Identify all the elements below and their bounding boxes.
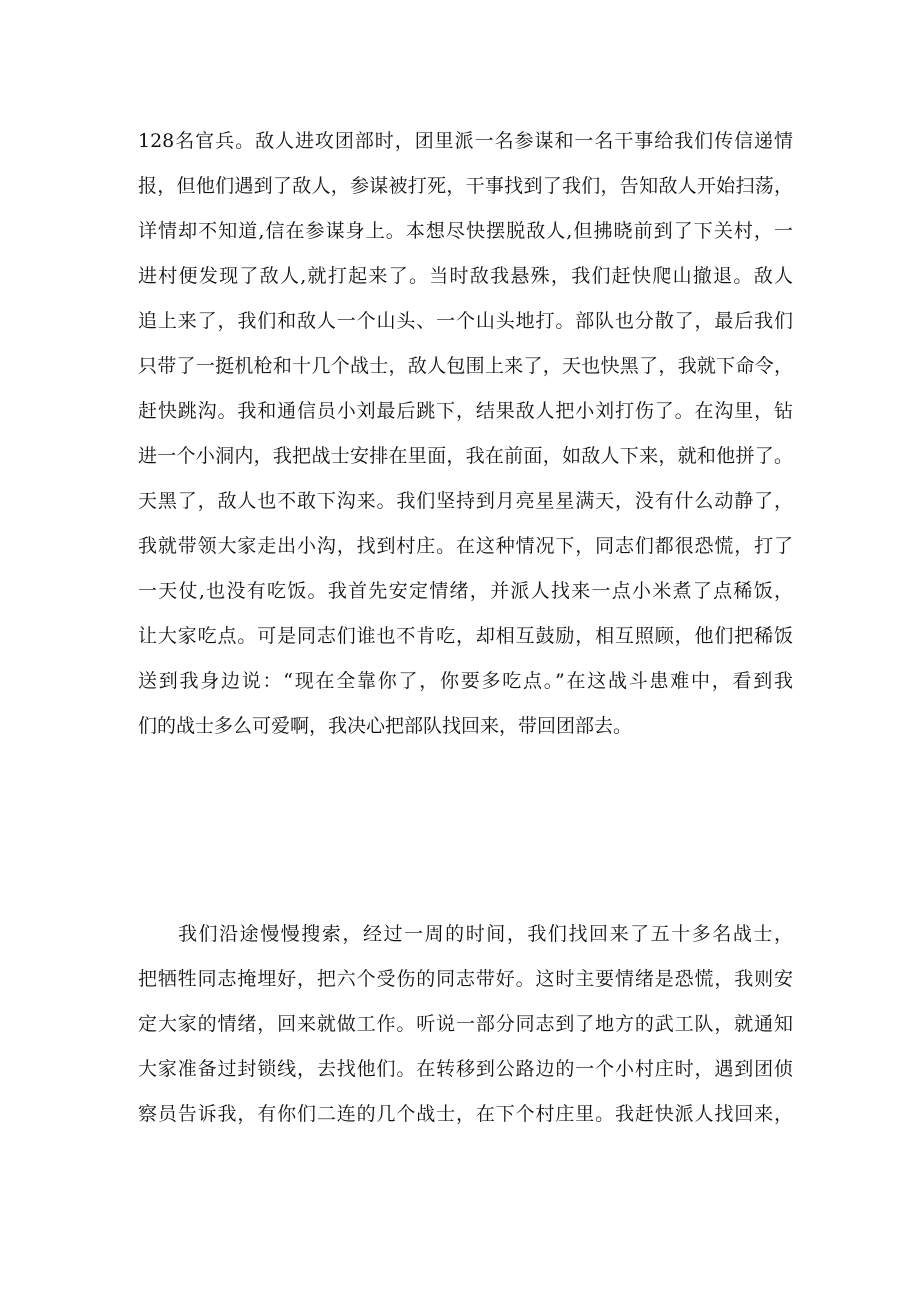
text-line: 察员告诉我，有你们二连的几个战士，在下个村庄里。我赶快派人找回来， (138, 1103, 793, 1125)
text-line: 详情却不知道,信在参谋身上。本想尽快摆脱敌人,但拂晓前到了下关村，一 (138, 220, 793, 242)
text-line: 进一个小洞内，我把战士安排在里面，我在前面，如敌人下来，就和他拼了。 (138, 445, 793, 467)
text-line: 们的战士多么可爱啊，我决心把部队找回来，带回团部去。 (138, 715, 633, 737)
text-line: 让大家吃点。可是同志们谁也不肯吃，却相互鼓励，相互照顾，他们把稀饭 (138, 625, 793, 647)
text-line: 送到我身边说：“现在全靠你了，你要多吃点。”在这战斗患难中，看到我 (138, 670, 793, 692)
text-line: 我就带领大家走出小沟，找到村庄。在这种情况下，同志们都很恐慌，打了 (138, 535, 793, 557)
text-line: 天黑了，敌人也不敢下沟来。我们坚持到月亮星星满天，没有什么动静了， (138, 490, 793, 512)
text-line-indented: 我们沿途慢慢搜索，经过一周的时间，我们找回来了五十多名战士， (178, 923, 793, 945)
text-line: 赶快跳沟。我和通信员小刘最后跳下，结果敌人把小刘打伤了。在沟里，钻 (138, 400, 793, 422)
text-line: 只带了一挺机枪和十几个战士，敌人包围上来了，天也快黑了，我就下命令， (138, 355, 793, 377)
text-line: 128名官兵。敌人进攻团部时，团里派一名参谋和一名干事给我们传信递情 (138, 130, 793, 152)
paragraph-2 (138, 912, 793, 1137)
text-line: 报，但他们遇到了敌人，参谋被打死，干事找到了我们，告知敌人开始扫荡， (138, 175, 793, 197)
paragraph-1 (138, 119, 793, 749)
text-line: 定大家的情绪，回来就做工作。听说一部分同志到了地方的武工队，就通知 (138, 1013, 793, 1035)
text-line: 把牺牲同志掩埋好，把六个受伤的同志带好。这时主要情绪是恐慌，我则安 (138, 968, 793, 990)
text-line: 大家准备过封锁线，去找他们。在转移到公路边的一个小村庄时，遇到团侦 (138, 1058, 793, 1080)
text-line: 进村便发现了敌人,就打起来了。当时敌我悬殊，我们赶快爬山撤退。敌人 (138, 265, 793, 287)
text-line: 一天仗,也没有吃饭。我首先安定情绪，并派人找来一点小米煮了点稀饭， (138, 580, 793, 602)
text-line: 追上来了，我们和敌人一个山头、一个山头地打。部队也分散了，最后我们 (138, 310, 793, 332)
